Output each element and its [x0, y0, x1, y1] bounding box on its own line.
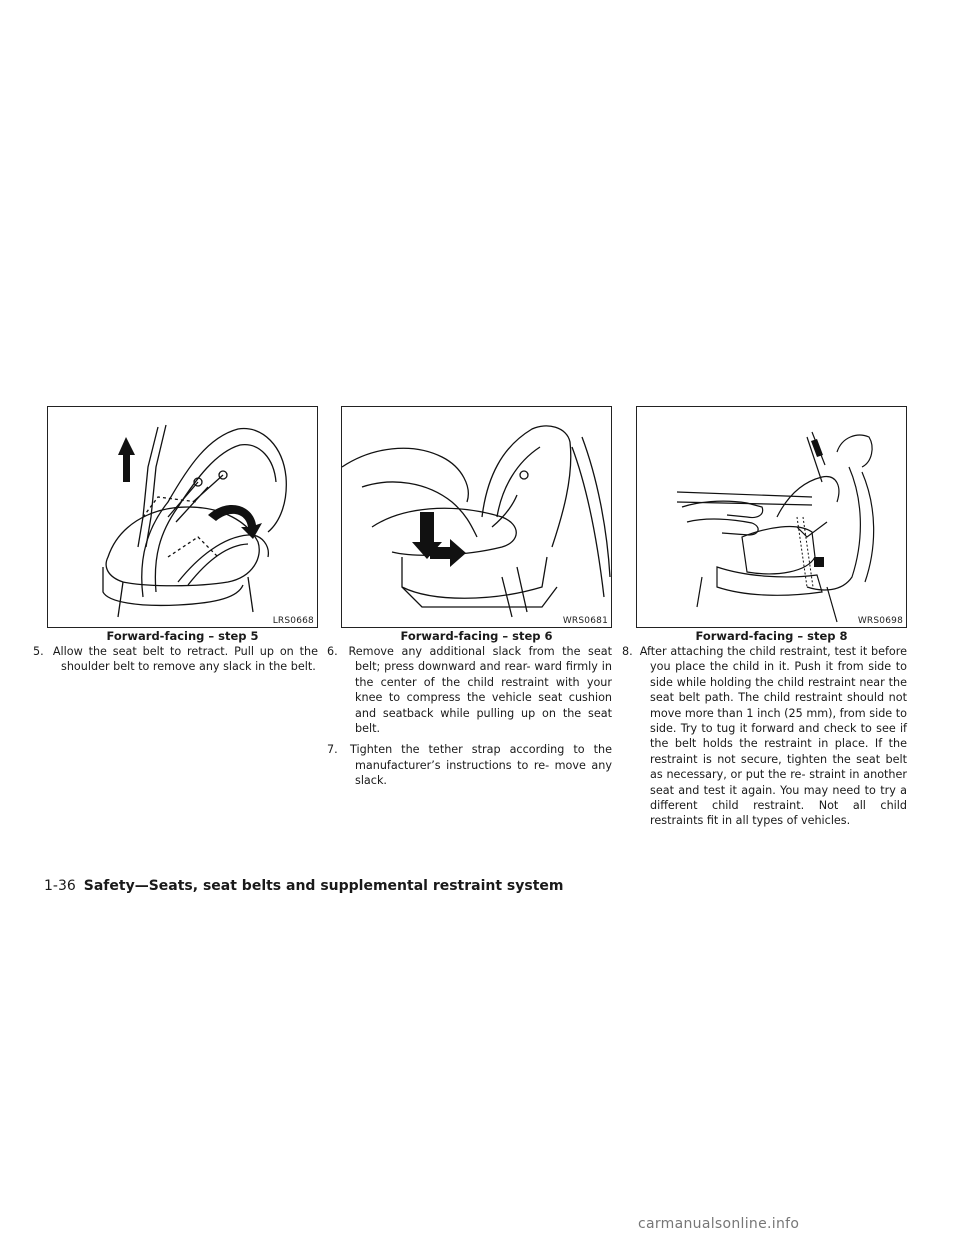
instruction-step-5: 5. Allow the seat belt to retract. Pull up on the shoulder belt to remove any slack in the belt.: [33, 645, 318, 674]
step-text: Remove any additional slack from the seat belt; press downward and rear- ward firmly in the center of the child restraint with your knee to compress the vehicle seat cushion and seatback while pulling up on the seat belt.: [348, 645, 612, 736]
figure-code: LRS0668: [272, 616, 314, 626]
page-number: 1-36: [44, 878, 76, 894]
figure-step-5: [47, 406, 318, 628]
figure-step-8: [636, 406, 907, 628]
child-seat-knee-press-illustration: [342, 407, 611, 627]
figure-code: WRS0698: [857, 616, 903, 626]
figure-column-1: [33, 406, 318, 681]
figure-caption: Forward-facing – step 6: [400, 629, 553, 643]
figure-caption: Forward-facing – step 5: [106, 629, 259, 643]
section-title: Safety—Seats, seat belts and supplemental restraint system: [83, 878, 564, 894]
figure-column-3: [622, 406, 907, 835]
instruction-step-6: 6. Remove any additional slack from the seat belt; press downward and rear- ward firmly in the center of the child restraint with your knee to compress the vehicle seat cushion and seatback while pulling up on the seat belt.: [327, 645, 612, 736]
figure-caption: Forward-facing – step 8: [695, 629, 848, 643]
figure-column-2: [327, 406, 612, 795]
page-footer: [44, 877, 564, 895]
child-seat-belt-retract-illustration: [48, 407, 317, 627]
step-text: Tighten the tether strap according to the manufacturer’s instructions to re- move any slack.: [350, 743, 612, 788]
figure-code: WRS0681: [562, 616, 608, 626]
step-text: Allow the seat belt to retract. Pull up on the shoulder belt to remove any slack in the belt.: [52, 645, 318, 674]
instruction-step-7: 7. Tighten the tether strap according to the manufacturer’s instructions to re- move any slack.: [327, 743, 612, 788]
instruction-step-8: 8. After attaching the child restraint, test it before you place the child in it. Push it from side to side while holding the child restraint near the seat belt path. The child restraint should not move more than 1 inch (25 mm), from side to side. Try to tug it forward and check to see if the belt holds the restraint in place. If the restraint is not secure, tighten the seat belt as necessary, or put the re- straint in another seat and test it again. You may need to try a different child restraint. Not all child restraints fit in all types of vehicles.: [622, 645, 907, 828]
figure-step-6: [341, 406, 612, 628]
step-text: After attaching the child restraint, test it before you place the child in it. Push it from side to side while holding the child restraint near the seat belt path. The child restraint should not move more than 1 inch (25 mm), from side to side. Try to tug it forward and check to see if the belt holds the restraint in place. If the restraint is not secure, tighten the seat belt as necessary, or put the re- straint in another seat and test it again. You may need to try a different child restraint. Not all child restraints fit in all types of vehicles.: [639, 645, 907, 828]
child-seat-test-illustration: [637, 407, 906, 627]
watermark-text: carmanualsonline.info: [638, 1216, 800, 1232]
